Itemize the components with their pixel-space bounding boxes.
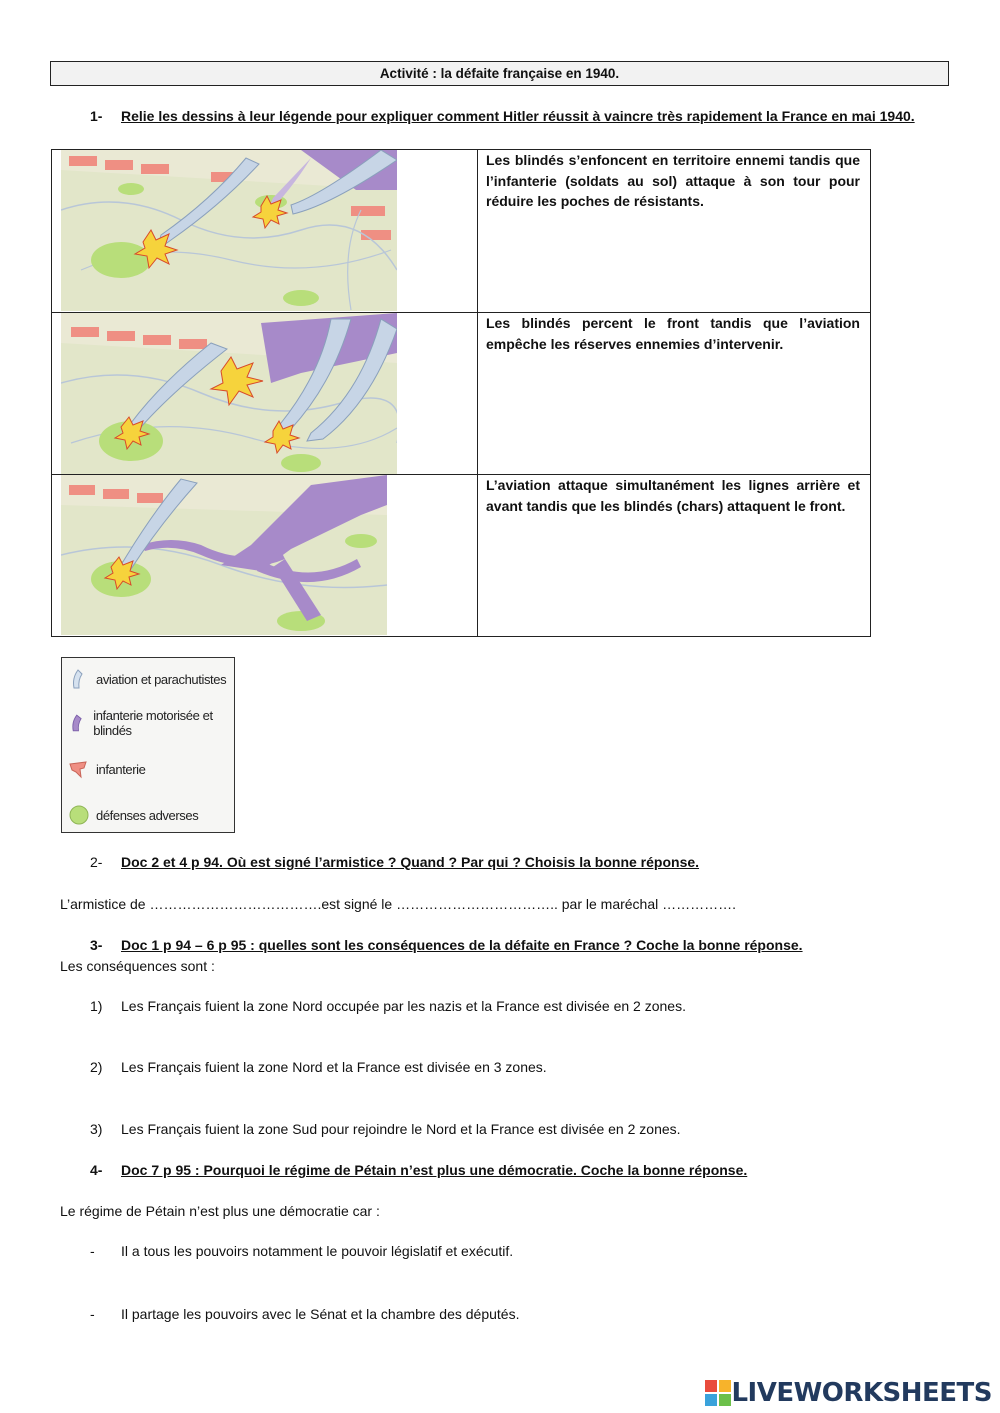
defense-circle-icon <box>68 804 90 826</box>
legend-item: infanterie motorisée et blindés <box>68 711 234 735</box>
question-4-option-2[interactable]: - Il partage les pouvoirs avec le Sénat et la chambre des députés. <box>90 1306 520 1322</box>
caption-1[interactable]: Les blindés s’enfoncent en territoire ennemi tandis que l’infanterie (soldats au sol) attaque à son tour pour réduire les poches de résistants. <box>486 152 860 209</box>
question-4-text: Doc 7 p 95 : Pourquoi le régime de Pétain n’est plus une démocratie. Coche la bonne réponse. <box>121 1162 748 1178</box>
liveworksheets-badge-icon <box>705 1380 731 1406</box>
column-divider <box>477 150 478 636</box>
question-2-text: Doc 2 et 4 p 94. Où est signé l’armistice ? Quand ? Par qui ? Choisis la bonne réponse. <box>121 854 700 870</box>
map-legend <box>61 657 235 833</box>
map-drawing-1[interactable] <box>61 150 397 311</box>
armor-arrow-icon <box>68 712 87 734</box>
question-4-option-1[interactable]: - Il a tous les pouvoirs notamment le pouvoir législatif et exécutif. <box>90 1243 514 1259</box>
brand-name: LIVEWORKSHEETS <box>731 1378 992 1408</box>
question-4-intro: Le régime de Pétain n’est plus une démocratie car : <box>60 1203 380 1219</box>
map-drawing-2[interactable] <box>61 313 397 474</box>
question-3-option-2[interactable]: 2) Les Français fuient la zone Nord et la France est divisée en 3 zones. <box>90 1059 547 1075</box>
question-2-number: 2- <box>90 854 103 870</box>
legend-item: défenses adverses <box>68 803 198 827</box>
question-3-number: 3- <box>90 937 103 953</box>
caption-3[interactable]: L’aviation attaque simultanément les lignes arrière et avant tandis que les blindés (chars) attaquent le front. <box>486 477 860 514</box>
legend-item: infanterie <box>68 757 145 781</box>
question-2 <box>90 854 699 870</box>
infantry-arrow-icon <box>68 758 90 780</box>
question-3-option-3[interactable]: 3) Les Français fuient la zone Sud pour rejoindre le Nord et la France est divisée en 2 zones. <box>90 1121 681 1137</box>
map-drawing-3[interactable] <box>61 475 387 635</box>
question-3 <box>90 937 803 953</box>
question-1-text: Relie les dessins à leur légende pour expliquer comment Hitler réussit à vaincre très rapidement la France en mai 1940. <box>121 108 915 124</box>
matching-table <box>51 149 871 637</box>
question-1-number: 1- <box>90 108 103 124</box>
question-4 <box>90 1162 747 1178</box>
question-3-option-1[interactable]: 1) Les Français fuient la zone Nord occupée par les nazis et la France est divisée en 2 zones. <box>90 998 686 1014</box>
liveworksheets-logo <box>705 1377 992 1409</box>
question-3-intro: Les conséquences sont : <box>60 958 215 974</box>
question-3-text: Doc 1 p 94 – 6 p 95 : quelles sont les conséquences de la défaite en France ? Coche la bonne réponse. <box>121 937 803 953</box>
plane-arrow-icon <box>68 668 90 690</box>
question-4-number: 4- <box>90 1162 103 1178</box>
question-1 <box>90 107 940 125</box>
page-title: Activité : la défaite française en 1940. <box>50 61 949 86</box>
question-2-answer-line[interactable]: L’armistice de ……………………………….est signé le …………………………….. par le maréchal ……………. <box>60 896 737 912</box>
legend-item: aviation et parachutistes <box>68 667 226 691</box>
caption-2[interactable]: Les blindés percent le front tandis que l’aviation empêche les réserves ennemies d’intervenir. <box>486 315 860 352</box>
